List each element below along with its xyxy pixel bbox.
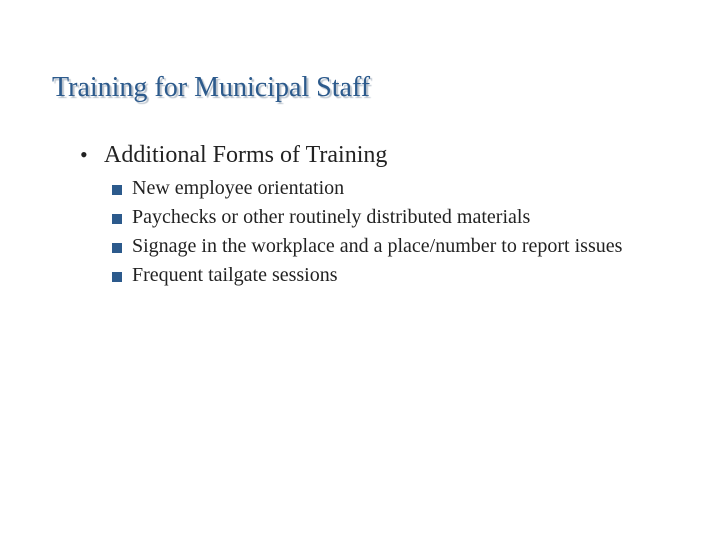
main-bullet-text: Additional Forms of Training <box>104 142 388 168</box>
sub-bullet-text: Signage in the workplace and a place/number to report issues <box>132 235 623 257</box>
sub-bullet-text: Paychecks or other routinely distributed materials <box>132 206 531 228</box>
sub-bullet-item <box>112 203 700 232</box>
sub-bullet-text: Frequent tailgate sessions <box>132 264 338 286</box>
bullet-dot-icon: • <box>80 142 88 167</box>
main-bullet-item <box>80 140 700 170</box>
sub-bullet-item <box>112 232 700 261</box>
square-bullet-icon <box>112 243 122 253</box>
square-bullet-icon <box>112 214 122 224</box>
square-bullet-icon <box>112 272 122 282</box>
sub-bullet-text: New employee orientation <box>132 177 345 199</box>
square-bullet-icon <box>112 185 122 195</box>
sub-bullet-item <box>112 261 700 290</box>
sub-bullet-item <box>112 174 700 203</box>
sub-bullet-list <box>80 174 700 290</box>
slide-content <box>80 140 700 290</box>
slide-title: Training for Municipal Staff <box>52 72 371 103</box>
